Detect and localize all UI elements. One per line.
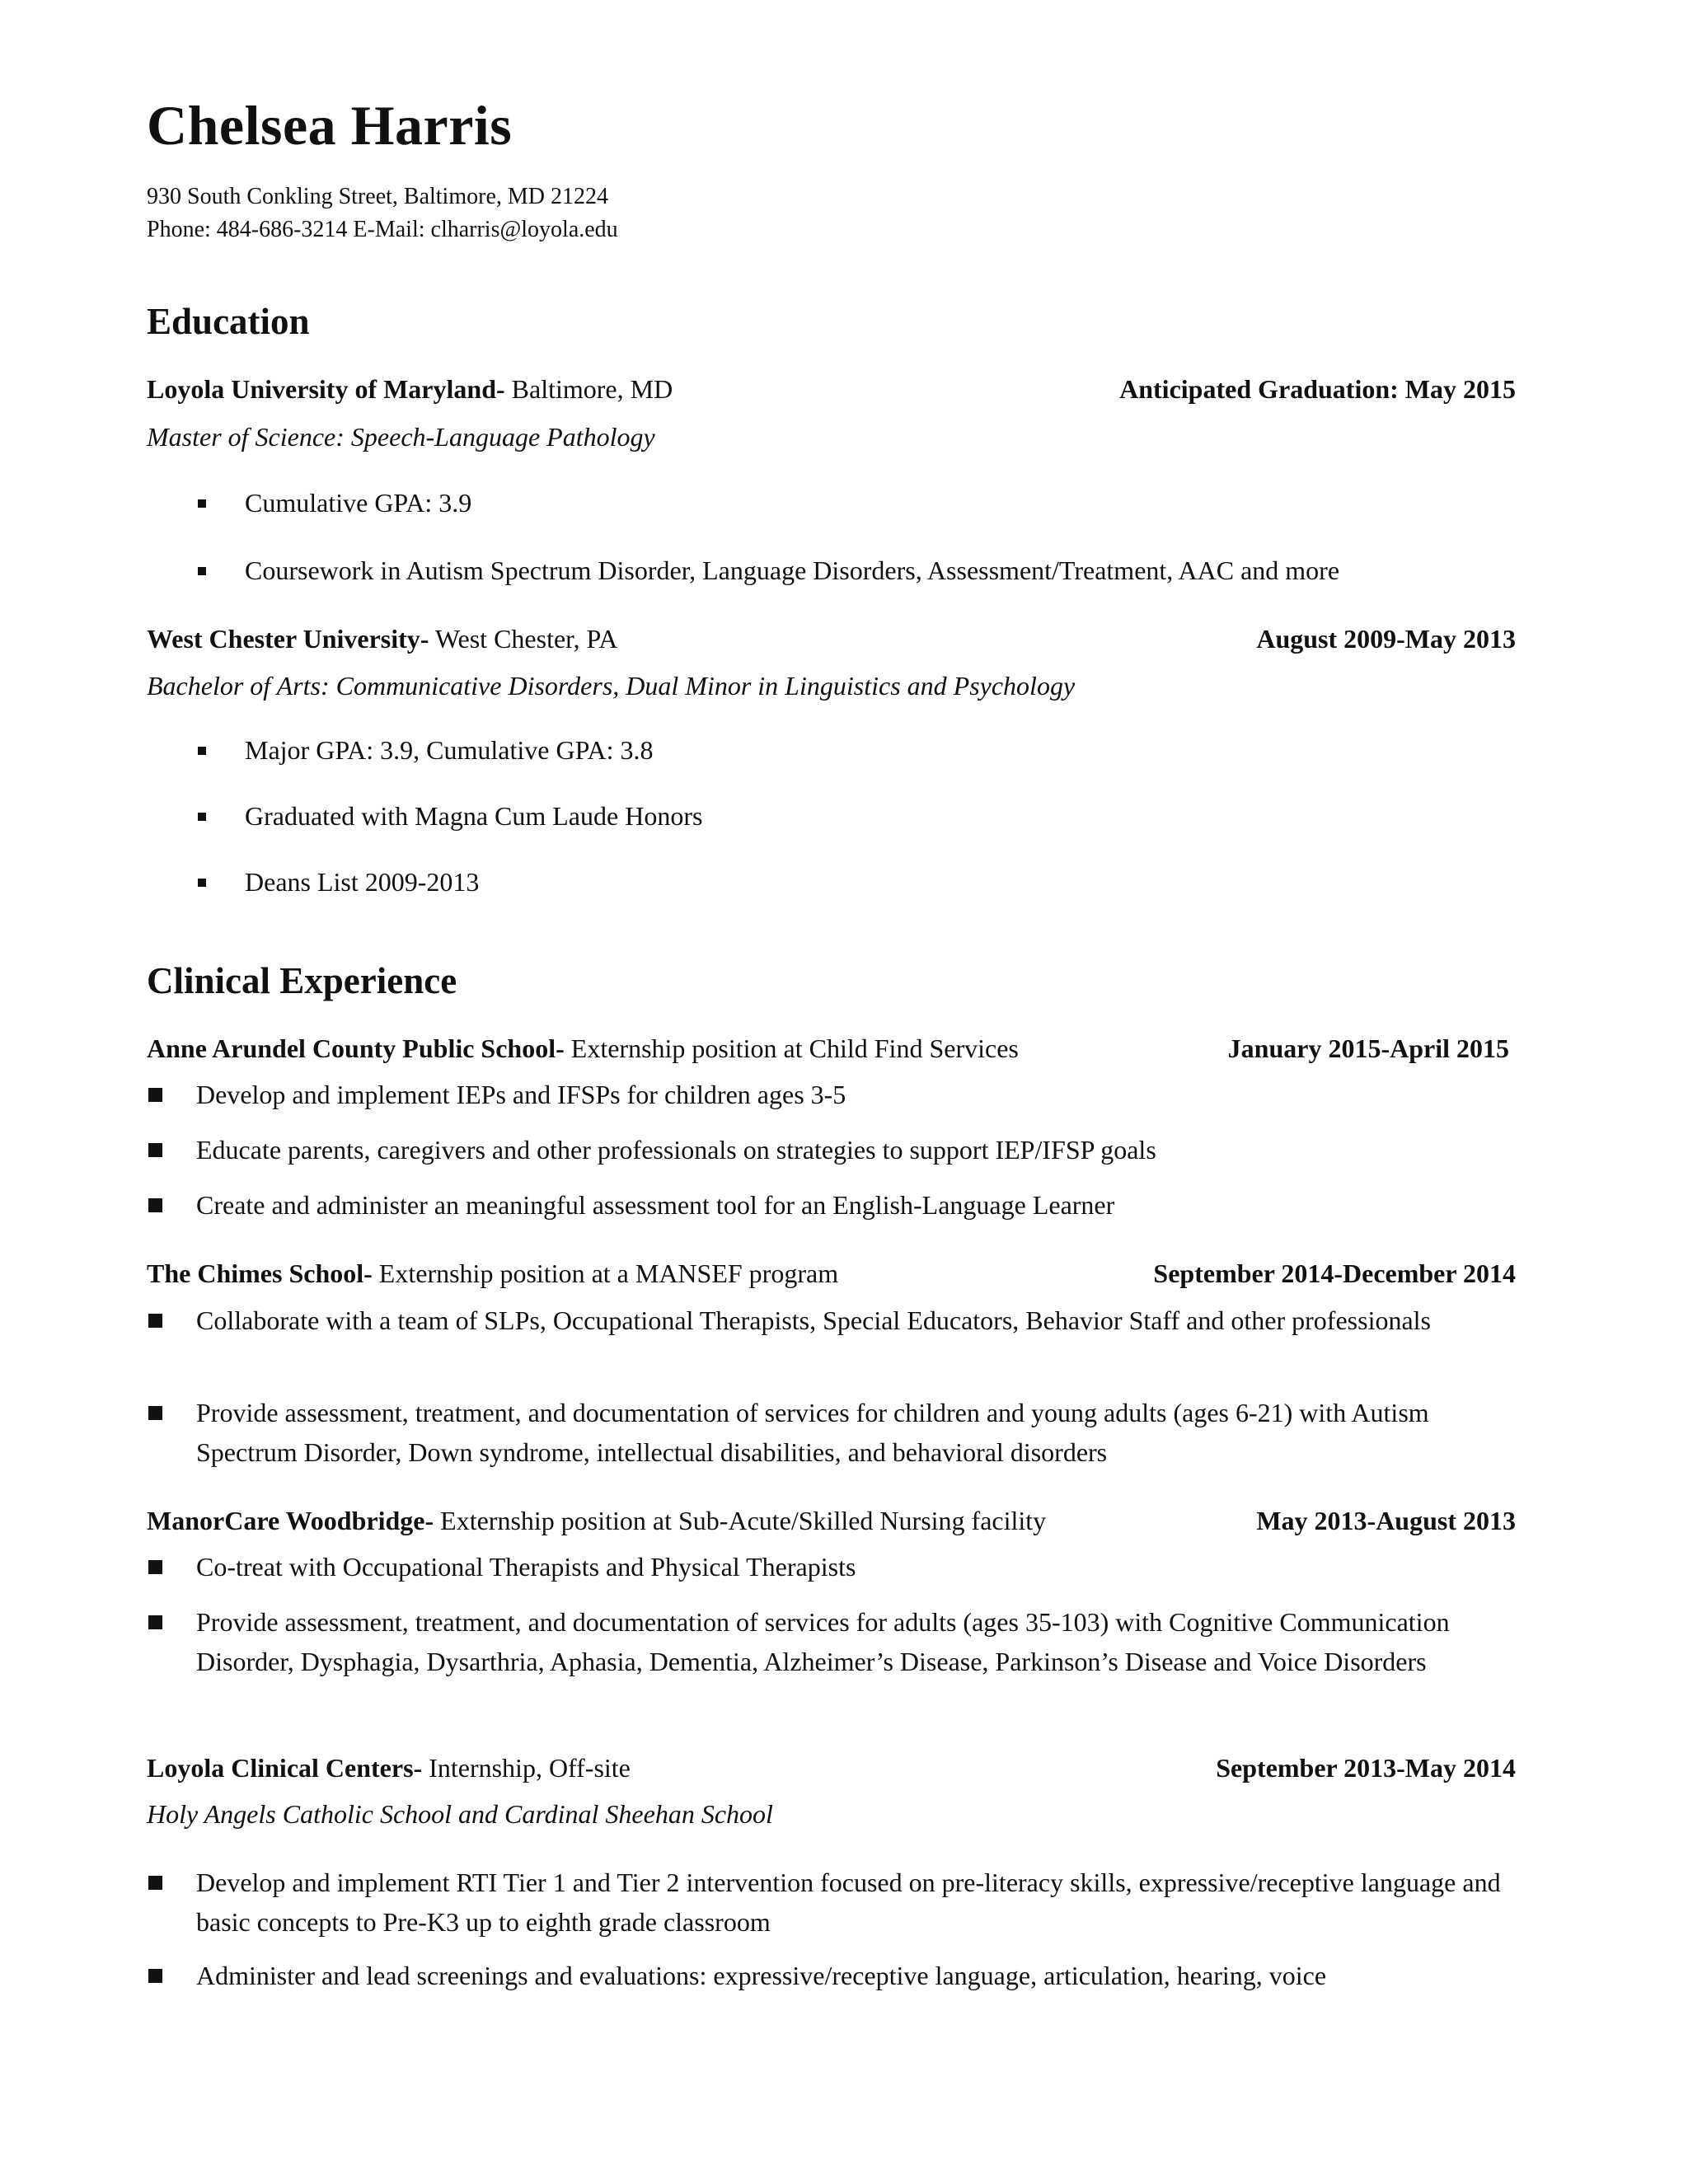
experience-entry-title [147,1033,1019,1064]
bullet-marker [148,1406,162,1420]
bullet-marker [198,813,206,821]
bullet-marker [148,1615,162,1629]
organization-name: Loyola Clinical Centers- [147,1753,423,1783]
bullet-text: Educate parents, caregivers and other professionals on strategies to support IEP/IFSP goals [196,1135,1156,1165]
organization-name: ManorCare Woodbridge- [147,1506,434,1535]
education-entry-date: Anticipated Graduation: May 2015 [1119,374,1516,404]
clinical-experience-heading: Clinical Experience [147,960,457,1001]
experience-entry-date: September 2014-December 2014 [1153,1258,1516,1288]
education-entry-institution [147,373,673,405]
experience-entry-title [147,1258,838,1289]
bullet-marker [148,1314,162,1328]
bullet-text: Coursework in Autism Spectrum Disorder, Language Disorders, Assessment/Treatment, AAC and more [245,555,1340,585]
organization-name: The Chimes School- [147,1258,373,1288]
position-description: Internship, Off-site [422,1753,631,1783]
institution-location: Baltimore, MD [504,374,673,404]
institution-location: West Chester, PA [429,624,618,654]
bullet-marker [148,1876,162,1890]
bullet-marker [198,567,206,575]
experience-entry-title [147,1752,631,1783]
education-entry-institution [147,623,618,654]
candidate-name: Chelsea Harris [147,94,513,157]
bullet-text: Cumulative GPA: 3.9 [245,488,472,518]
bullet-marker [148,1198,162,1212]
bullet-text: Develop and implement RTI Tier 1 and Tier 2 intervention focused on pre-literacy skills, expressive/receptive language and basic concepts to Pre-K3 up to eighth grade classroom [196,1868,1501,1937]
bullet-text: Deans List 2009-2013 [245,867,480,897]
institution-name: Loyola University of Maryland- [147,374,505,404]
bullet-text: Provide assessment, treatment, and documentation of services for adults (ages 35-103) with Cognitive Communication Disorder, Dysphagia, Dysarthria, Aphasia, Dementia, Alzheimer’s Disease, Parkinson’s Disease and Voice Disorders [196,1607,1450,1676]
degree-title: Master of Science: Speech-Language Pathology [147,422,655,452]
position-description: Externship position at a MANSEF program [372,1258,839,1288]
bullet-marker [198,747,206,755]
institution-name: West Chester University- [147,624,429,654]
bullet-marker [148,1560,162,1574]
bullet-text: Develop and implement IEPs and IFSPs for children ages 3-5 [196,1080,846,1109]
organization-name: Anne Arundel County Public School- [147,1033,565,1063]
bullet-text: Collaborate with a team of SLPs, Occupational Therapists, Special Educators, Behavior Staff and other professionals [196,1305,1431,1335]
bullet-marker [148,1143,162,1157]
bullet-text: Major GPA: 3.9, Cumulative GPA: 3.8 [245,735,654,765]
bullet-text: Provide assessment, treatment, and documentation of services for children and young adults (ages 6-21) with Autism Spectrum Disorder, Down syndrome, intellectual disabilities, and behavioral disorders [196,1398,1429,1467]
bullet-marker [148,1088,162,1102]
bullet-marker [198,499,206,508]
bullet-marker [148,1969,162,1983]
experience-entry-date: January 2015-April 2015 [1227,1033,1509,1063]
bullet-text: Create and administer an meaningful assessment tool for an English-Language Learner [196,1190,1115,1220]
address: 930 South Conkling Street, Baltimore, MD 21224 [147,184,608,209]
experience-entry-date: September 2013-May 2014 [1216,1753,1516,1783]
bullet-text: Graduated with Magna Cum Laude Honors [245,801,703,831]
bullet-marker [198,879,206,887]
contact-info: Phone: 484-686-3214 E-Mail: clharris@loyola.edu [147,217,618,242]
bullet-text: Co-treat with Occupational Therapists and Physical Therapists [196,1552,856,1582]
position-description: Externship position at Sub-Acute/Skilled Nursing facility [434,1506,1047,1535]
education-entry-date: August 2009-May 2013 [1256,624,1516,654]
experience-entry-date: May 2013-August 2013 [1256,1506,1516,1535]
position-description: Externship position at Child Find Services [564,1033,1019,1063]
experience-entry-title [147,1505,1046,1536]
bullet-text: Administer and lead screenings and evaluations: expressive/receptive language, articulation, hearing, voice [196,1961,1327,1990]
placement-sites: Holy Angels Catholic School and Cardinal Sheehan School [147,1799,773,1829]
education-heading: Education [147,301,310,342]
degree-title: Bachelor of Arts: Communicative Disorders, Dual Minor in Linguistics and Psychology [147,671,1076,701]
